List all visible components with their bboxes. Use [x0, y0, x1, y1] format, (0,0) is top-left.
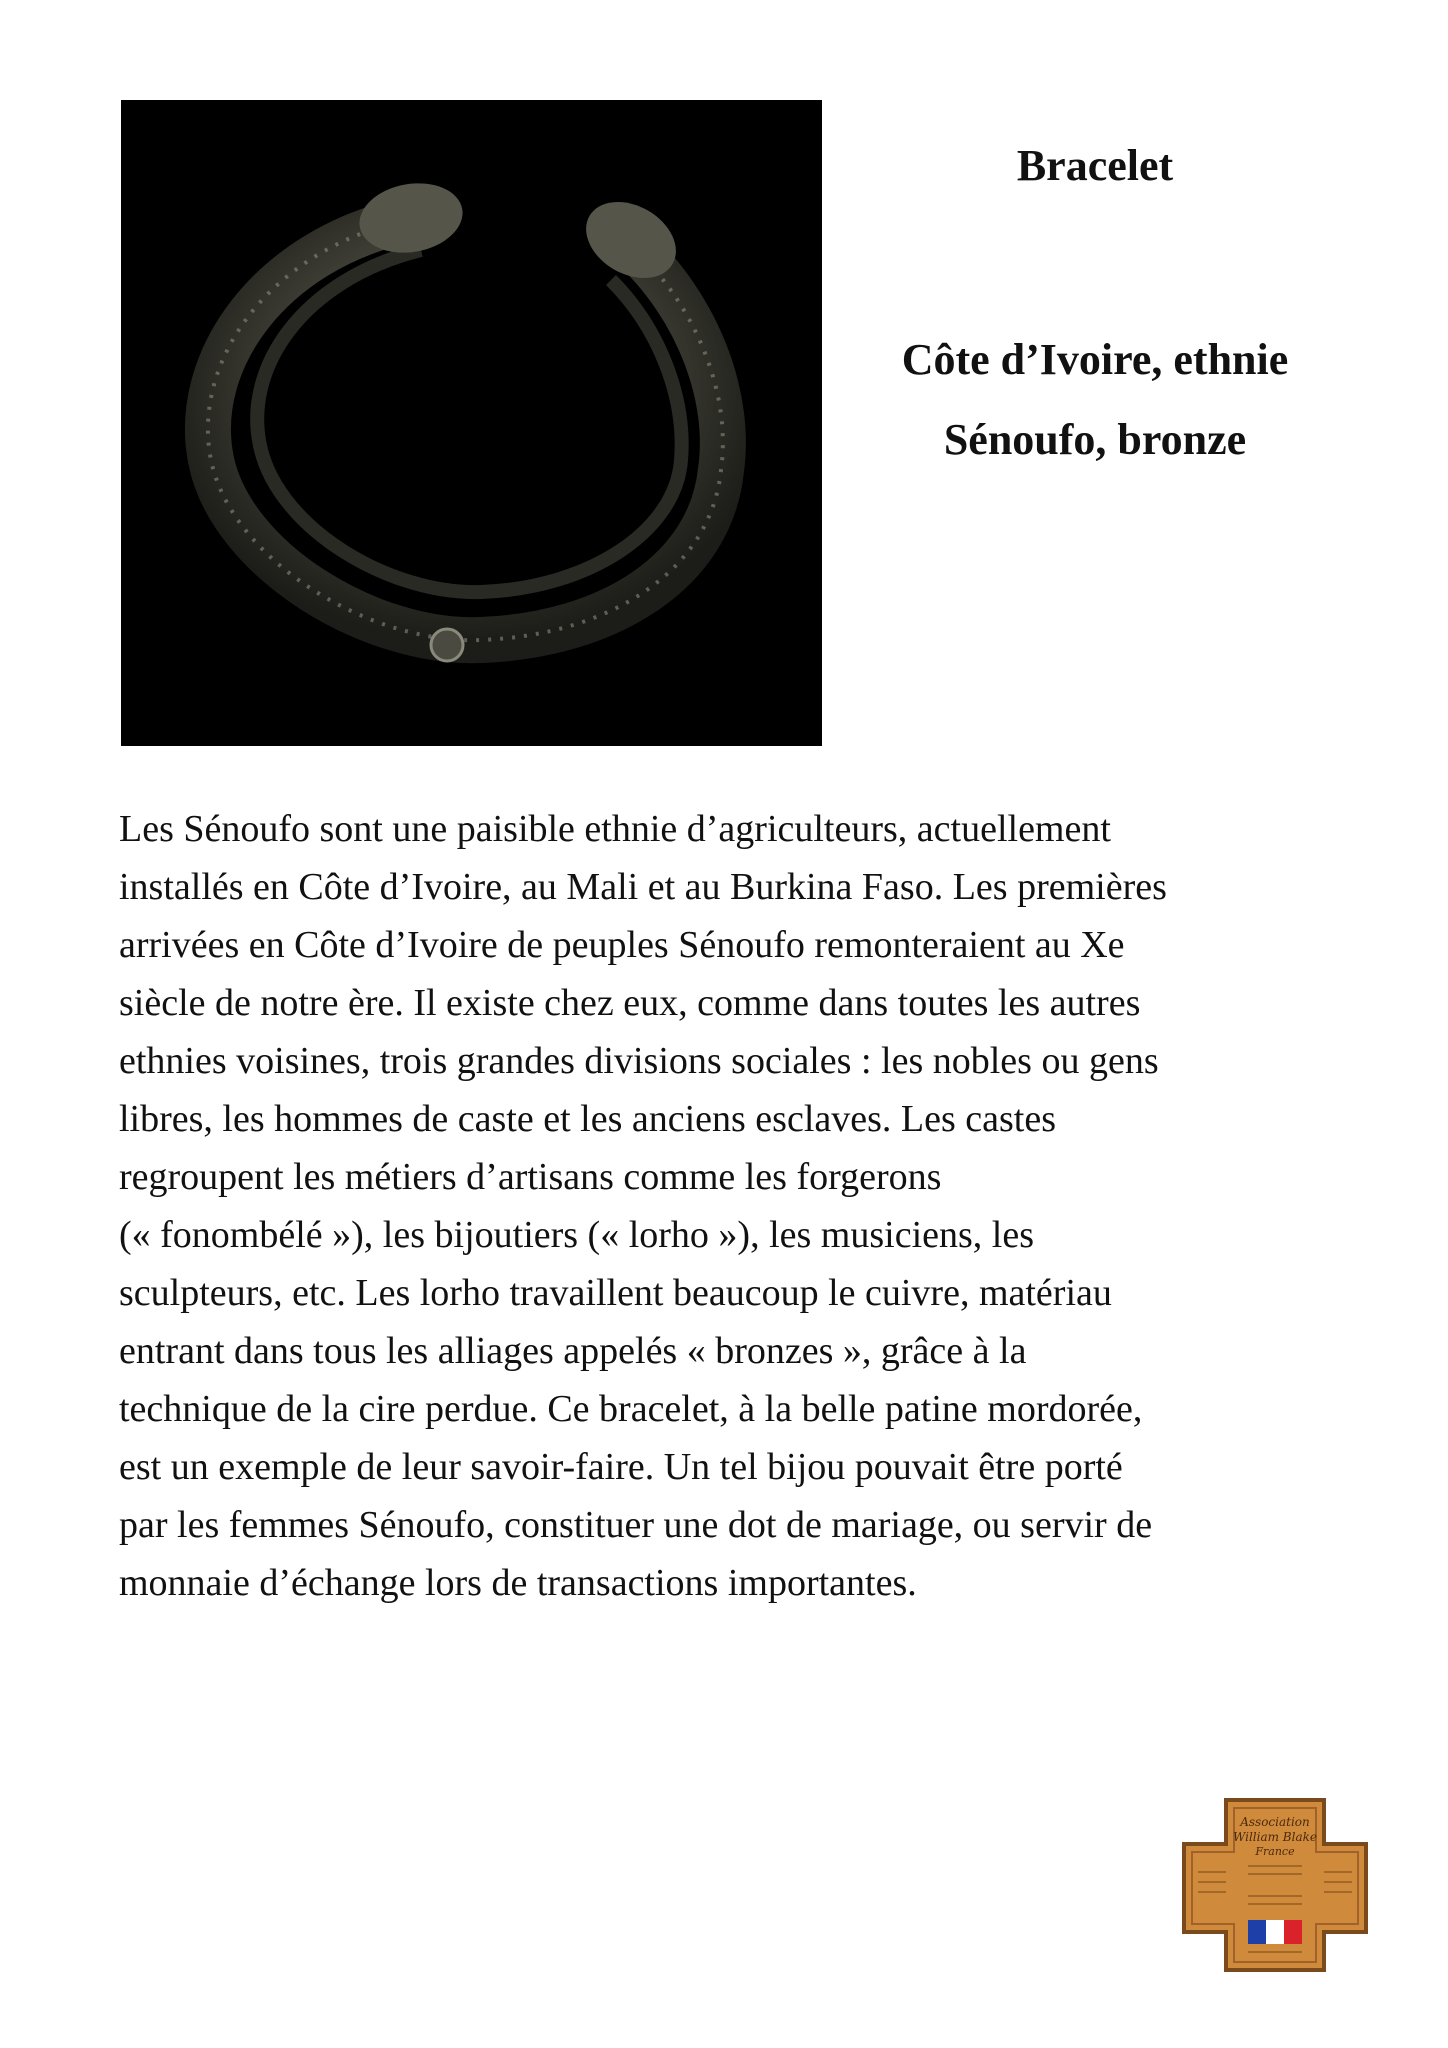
paragraph-line: sculpteurs, etc. Les lorho travaillent beaucoup le cuivre, matériau	[119, 1272, 1112, 1314]
paragraph-line: arrivées en Côte d’Ivoire de peuples Sénoufo remonteraient au Xe	[119, 924, 1125, 966]
paragraph-line: (« fonombélé »), les bijoutiers (« lorho »), les musiciens, les	[119, 1214, 1034, 1256]
paragraph-line: est un exemple de leur savoir-faire. Un tel bijou pouvait être porté	[119, 1446, 1123, 1488]
stamp-text: Association	[1240, 1815, 1310, 1829]
paragraph-line: libres, les hommes de caste et les anciens esclaves. Les castes	[119, 1098, 1056, 1140]
bracelet-photo	[121, 100, 822, 746]
paragraph-line: installés en Côte d’Ivoire, au Mali et au Burkina Faso. Les premières	[119, 866, 1167, 908]
paragraph-line: Les Sénoufo sont une paisible ethnie d’agriculteurs, actuellement	[119, 808, 1111, 850]
description-paragraph	[119, 800, 1349, 1612]
subtitle	[850, 320, 1340, 480]
stamp-text: France	[1255, 1845, 1295, 1858]
stamp-text: William Blake	[1232, 1830, 1318, 1844]
paragraph-line: monnaie d’échange lors de transactions importantes.	[119, 1562, 917, 1604]
paragraph-line: entrant dans tous les alliages appelés « bronzes », grâce à la	[119, 1330, 1027, 1372]
flag-icon	[1248, 1920, 1302, 1944]
paragraph-line: regroupent les métiers d’artisans comme les forgerons	[119, 1156, 942, 1198]
subtitle-line: Côte d’Ivoire, ethnie	[901, 335, 1289, 384]
association-stamp	[1176, 1792, 1374, 1978]
paragraph-line: technique de la cire perdue. Ce bracelet, à la belle patine mordorée,	[119, 1388, 1143, 1430]
subtitle-line: Sénoufo, bronze	[943, 415, 1247, 464]
paragraph-line: siècle de notre ère. Il existe chez eux, comme dans toutes les autres	[119, 982, 1141, 1024]
page-title: Bracelet	[1016, 141, 1174, 190]
paragraph-line: ethnies voisines, trois grandes divisions sociales : les nobles ou gens	[119, 1040, 1159, 1082]
paragraph-line: par les femmes Sénoufo, constituer une dot de mariage, ou servir de	[119, 1504, 1153, 1546]
